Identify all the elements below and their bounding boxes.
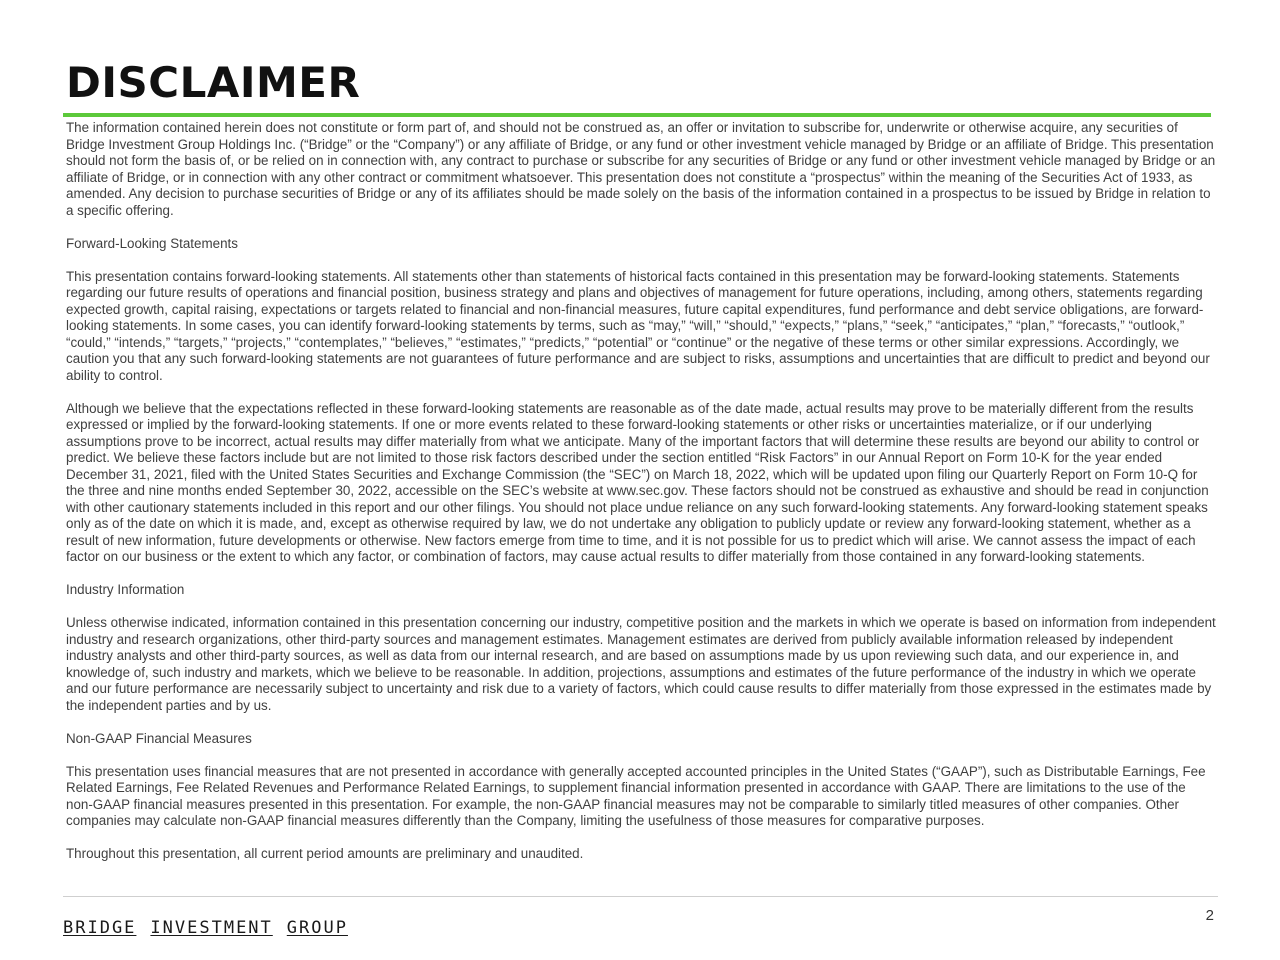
- spacer: [66, 384, 1216, 401]
- spacer: [66, 566, 1216, 583]
- spacer: [66, 714, 1216, 731]
- spacer: [66, 830, 1216, 847]
- company-logo: [63, 918, 362, 938]
- spacer: [66, 599, 1216, 616]
- title-underline-green: [63, 113, 1211, 117]
- logo-word-group: GROUP: [286, 918, 348, 938]
- intro-paragraph: The information contained herein does not constitute or form part of, and should not be construed as, an offer or invitation to subscribe for, underwrite or otherwise acquire, any securities of Bridge Investment Group Holdings Inc. (“Bridge” or the “Company”) or any affiliate of Bridge, or any fund or other investment vehicle managed by Bridge or an affiliate of Bridge. This presentation should not form the basis of, or be relied on in connection with, any contract to purchase or subscribe for any securities of Bridge or any fund or other investment vehicle managed by Bridge or an affiliate of Bridge, or in connection with any other contract or commitment whatsoever. This presentation does not constitute a “prospectus” within the meaning of the Securities Act of 1933, as amended. Any decision to purchase securities of Bridge or any of its affiliates should be made solely on the basis of the information contained in a prospectus to be issued by Bridge in relation to a specific offering.: [66, 120, 1216, 218]
- industry-heading: Industry Information: [66, 582, 185, 597]
- logo-word-investment: INVESTMENT: [150, 918, 273, 938]
- non-gaap-heading: Non-GAAP Financial Measures: [66, 730, 252, 746]
- spacer: [66, 252, 1216, 269]
- spacer: [66, 219, 1216, 236]
- closing-statement: Throughout this presentation, all current period amounts are preliminary and unaudited.: [66, 846, 584, 861]
- footer-divider: [63, 896, 1218, 897]
- forward-looking-heading: Forward-Looking Statements: [66, 235, 238, 251]
- logo-word-bridge: BRIDGE: [63, 918, 137, 938]
- non-gaap-paragraph: This presentation uses financial measures that are not presented in accordance with generally accepted accounted principles in the United States (“GAAP”), such as Distributable Earnings, Fee Related Earnings, Fee Related Revenues and Performance Related Earnings, to supplement financial information presented in accordance with GAAP. There are limitations to the use of the non-GAAP financial measures presented in this presentation. For example, the non-GAAP financial measures may not be comparable to similarly titled measures of other companies. Other companies may calculate non-GAAP financial measures differently than the Company, limiting the usefulness of those measures for comparative purposes.: [66, 763, 1206, 828]
- page-number: 2: [1205, 907, 1214, 924]
- disclaimer-body: [66, 120, 1216, 863]
- spacer: [66, 747, 1216, 764]
- industry-paragraph: Unless otherwise indicated, information contained in this presentation concerning our industry, competitive position and the markets in which we operate is based on information from independent industry and research organizations, other third-party sources and management estimates. Management estimates are derived from publicly available information released by independent industry analysts and other third-party sources, as well as data from our internal research, and are based on assumptions made by us upon reviewing such data, and our experience in, and knowledge of, such industry and markets, which we believe to be reasonable. In addition, projections, assumptions and estimates of the future performance of the industry in which we operate and our future performance are necessarily subject to uncertainty and risk due to a variety of factors, which could cause results to differ materially from those expressed in the estimates made by the independent parties and by us.: [66, 615, 1216, 713]
- page-title: DISCLAIMER: [66, 58, 361, 107]
- forward-looking-paragraph-2: Although we believe that the expectations reflected in these forward-looking statements are reasonable as of the date made, actual results may prove to be materially different from the results expressed or implied by the forward-looking statements. If one or more events related to these forward-looking statements or other risks or uncertainties materialize, or if our underlying assumptions prove to be incorrect, actual results may differ materially from what we anticipate. Many of the important factors that will determine these results are beyond our ability to control or predict. We believe these factors include but are not limited to those risk factors described under the section entitled “Risk Factors” in our Annual Report on Form 10-K for the year ended December 31, 2021, filed with the United States Securities and Exchange Commission (the “SEC”) on March 18, 2022, which will be updated upon filing our Quarterly Report on Form 10-Q for the three and nine months ended September 30, 2022, accessible on the SEC’s website at www.sec.gov. These factors should not be construed as exhaustive and should be read in conjunction with other cautionary statements included in this report and our other filings. You should not place undue reliance on any such forward-looking statements. Any forward-looking statement speaks only as of the date on which it is made, and, except as otherwise required by law, we do not undertake any obligation to publicly update or review any forward-looking statement, whether as a result of new information, future developments or otherwise. New factors emerge from time to time, and it is not possible for us to predict which will arise. We cannot assess the impact of each factor on our business or the extent to which any factor, or combination of factors, may cause actual results to differ materially from those contained in any forward-looking statements.: [66, 400, 1209, 564]
- forward-looking-paragraph-1: This presentation contains forward-looking statements. All statements other than statements of historical facts contained in this presentation may be forward-looking statements. Statements regarding our future results of operations and financial position, business strategy and plans and objectives of management for future operations, including, among others, statements regarding expected growth, capital raising, expectations or targets related to financial and non-financial measures, future capital expenditures, fund performance and debt service obligations, are forward-looking statements. In some cases, you can identify forward-looking statements by terms, such as “may,” “will,” “should,” “expects,” “plans,” “seek,” “anticipates,” “plan,” “forecasts,” “outlook,” “could,” “intends,” “targets,” “projects,” “contemplates,” “believes,” “estimates,” “predicts,” “potential” or “continue” or the negative of these terms or other similar expressions. Accordingly, we caution you that any such forward-looking statements are not guarantees of future performance and are subject to risks, assumptions and uncertainties that are difficult to predict and beyond our ability to control.: [66, 268, 1210, 383]
